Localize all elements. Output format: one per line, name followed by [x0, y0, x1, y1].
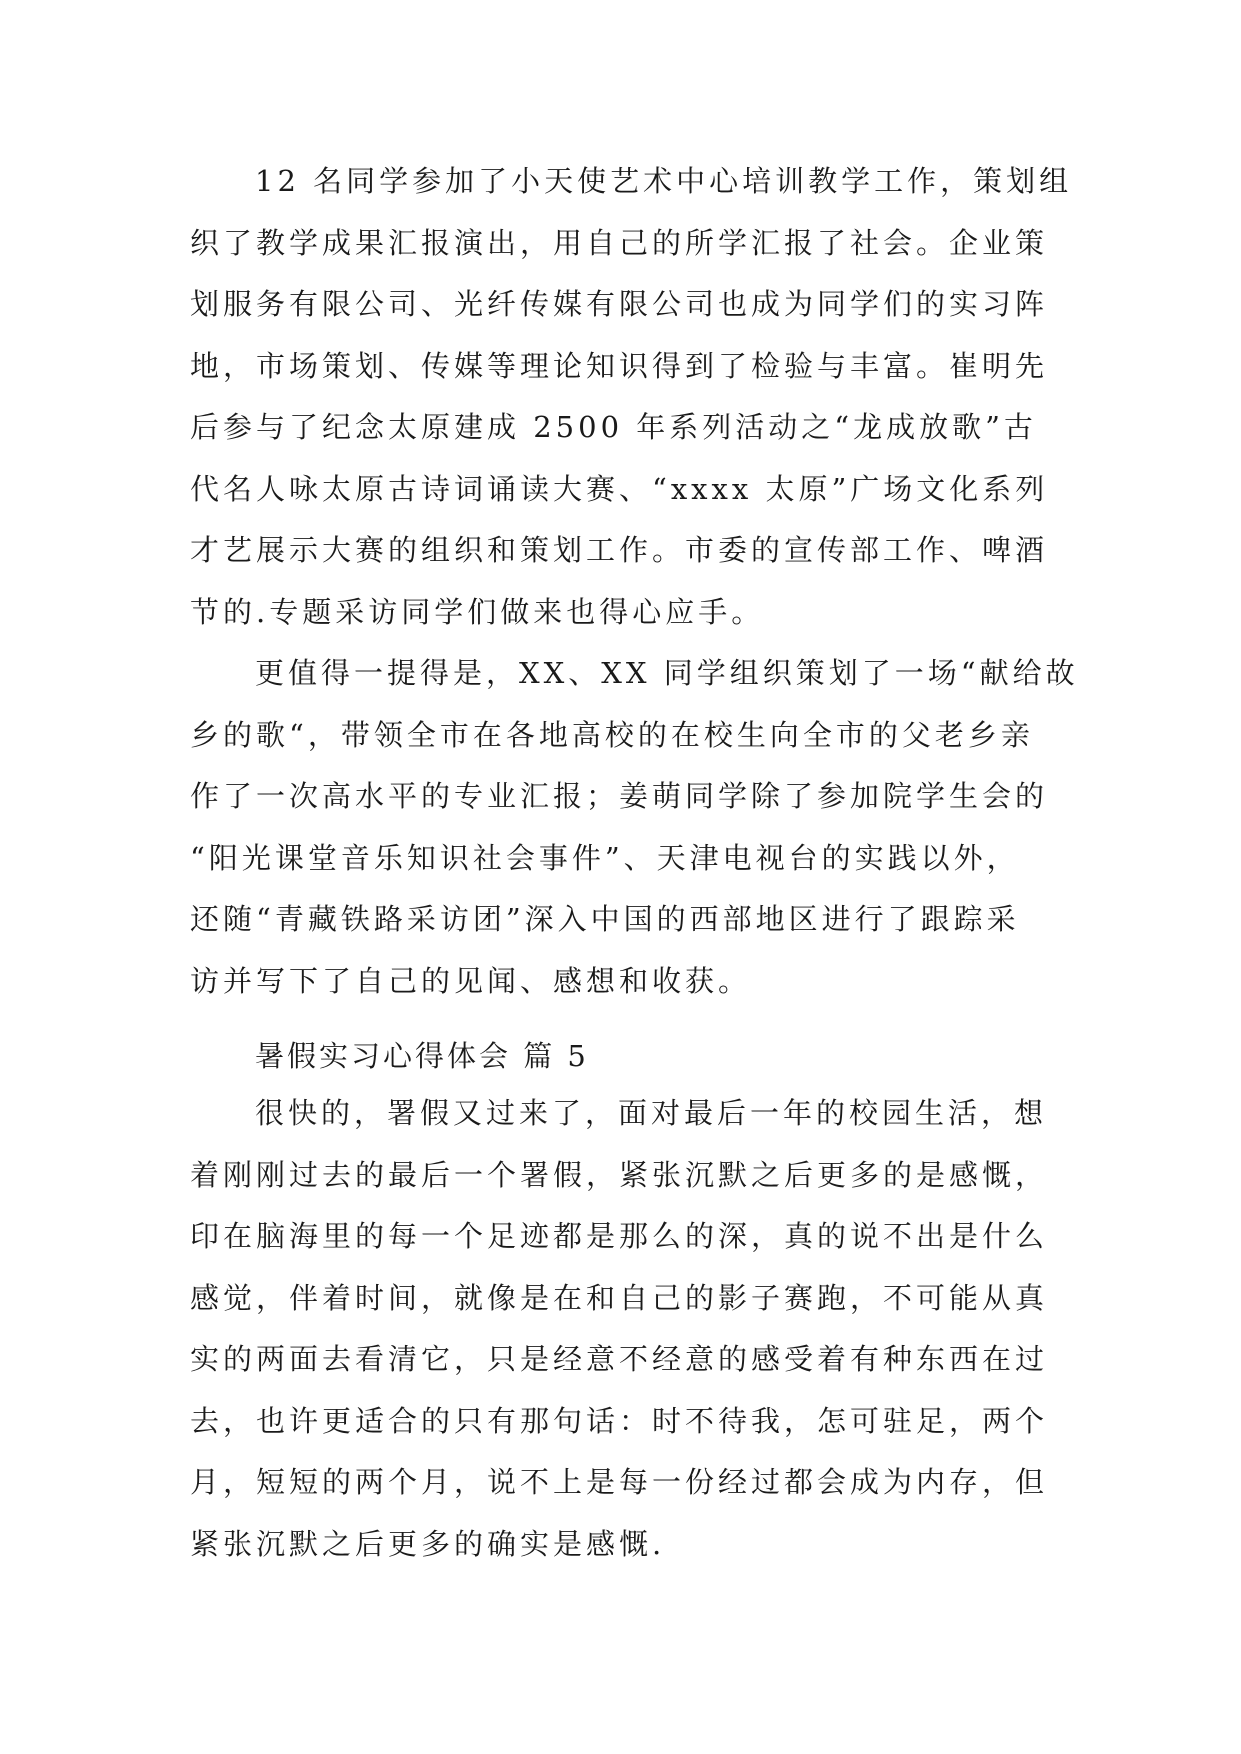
- text-line: 访并写下了自己的见闻、感想和收获。: [190, 963, 752, 998]
- text-line: 12 名同学参加了小天使艺术中心培训教学工作，策划组: [255, 164, 1073, 198]
- paragraph-1: [190, 151, 1073, 643]
- text-line: 作了一次高水平的专业汇报；姜萌同学除了参加院学生会的: [190, 779, 1049, 813]
- text-line: 后参与了纪念太原建成 2500 年系列活动之“龙成放歌”古: [190, 410, 1037, 444]
- text-line: 代名人咏太原古诗词诵读大赛、“xxxx 太原”广场文化系列: [190, 471, 1049, 506]
- paragraph-2: [190, 643, 1079, 1012]
- text-line: 更值得一提得是，XX、XX 同学组织策划了一场“献给故: [255, 656, 1079, 690]
- text-line: 乡的歌“，带领全市在各地高校的在校生向全市的父老乡亲: [190, 717, 1034, 752]
- section-heading: 暑假实习心得体会 篇 5: [255, 1039, 589, 1073]
- paragraph-3: [190, 1083, 1070, 1575]
- text-line: 月，短短的两个月，说不上是每一份经过都会成为内存，但: [190, 1465, 1049, 1499]
- text-line: 很快的，署假又过来了，面对最后一年的校园生活，想: [255, 1096, 1048, 1130]
- text-line: 才艺展示大赛的组织和策划工作。市委的宣传部工作、啤酒: [190, 533, 1049, 567]
- text-line: 印在脑海里的每一个足迹都是那么的深，真的说不出是什么: [190, 1219, 1049, 1253]
- text-line: 紧张沉默之后更多的确实是感慨.: [190, 1526, 666, 1561]
- text-line: 着刚刚过去的最后一个署假，紧张沉默之后更多的是感慨，: [190, 1157, 1049, 1192]
- text-line: 地，市场策划、传媒等理论知识得到了检验与丰富。崔明先: [190, 348, 1049, 383]
- text-line: 感觉，伴着时间，就像是在和自己的影子赛跑，不可能从真: [190, 1280, 1049, 1315]
- text-line: 划服务有限公司、光纤传媒有限公司也成为同学们的实习阵: [190, 287, 1049, 321]
- text-line: 织了教学成果汇报演出，用自己的所学汇报了社会。企业策: [190, 225, 1049, 260]
- text-line: 去，也许更适合的只有那句话：时不待我，怎可驻足，两个: [190, 1403, 1049, 1438]
- text-line: 还随“青藏铁路采访团”深入中国的西部地区进行了跟踪采: [190, 902, 1020, 936]
- text-line: 实的两面去看清它，只是经意不经意的感受着有种东西在过: [190, 1342, 1049, 1376]
- text-line: 节的.专题采访同学们做来也得心应手。: [190, 594, 765, 629]
- text-line: “阳光课堂音乐知识社会事件”、天津电视台的实践以外，: [190, 840, 1020, 875]
